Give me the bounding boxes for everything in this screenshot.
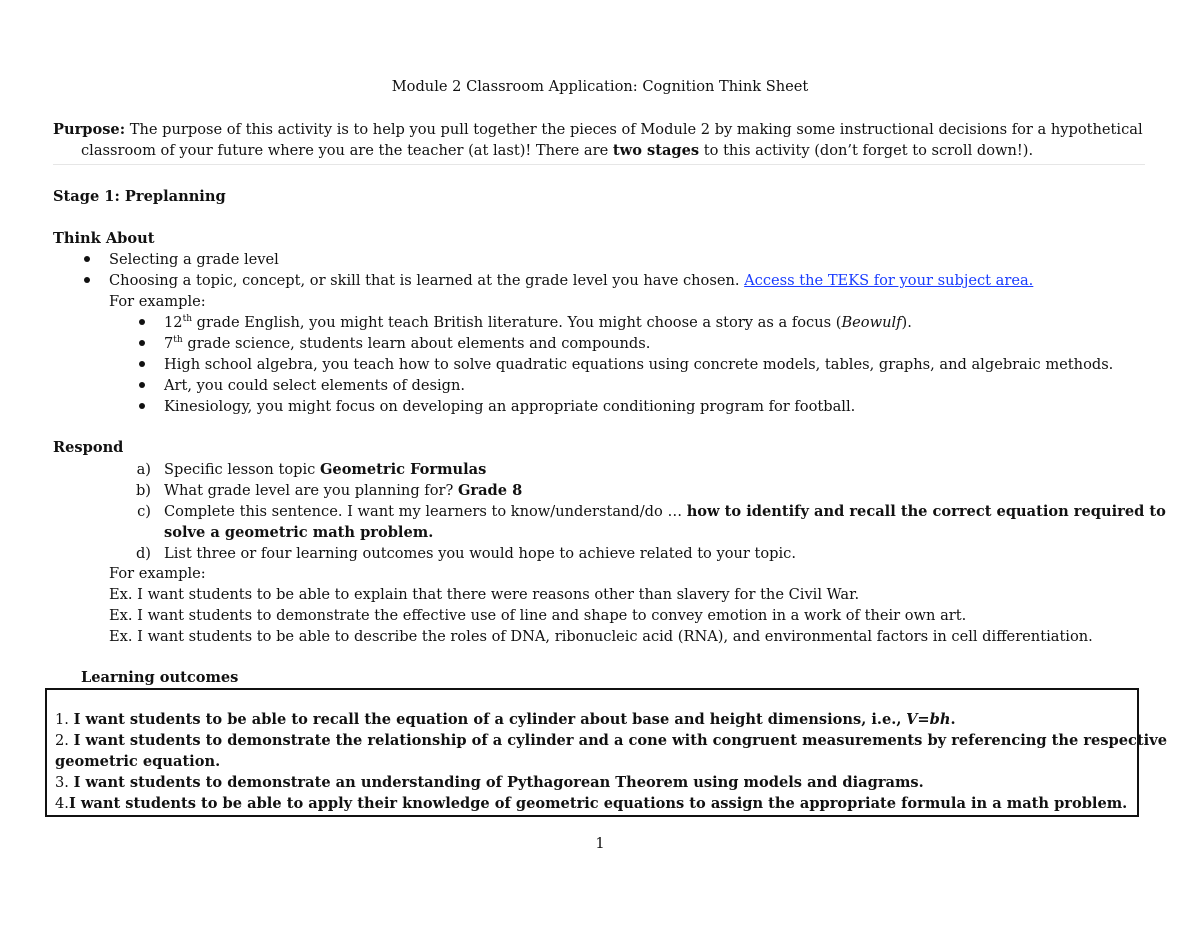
example-algebra: High school algebra, you teach how to solve quadratic equations using concrete models, tables, graphs, and algebraic methods. — [164, 356, 1114, 373]
outcome-2-cont: geometric equation. — [55, 753, 221, 770]
respond-item-a: Specific lesson topic Geometric Formulas — [164, 461, 487, 478]
respond-item-d: List three or four learning outcomes you would hope to achieve related to your topic. — [164, 545, 796, 562]
respond-for-example: For example: — [109, 565, 206, 582]
respond-label-d: d) — [135, 545, 151, 562]
answer-grade: Grade 8 — [457, 482, 523, 499]
bullet-icon — [139, 403, 145, 409]
page-title: Module 2 Classroom Application: Cognition Think Sheet — [391, 78, 809, 95]
learning-outcomes-heading: Learning outcomes — [81, 669, 239, 686]
purpose-two-stages: two stages — [612, 142, 700, 159]
section-divider — [53, 164, 1145, 165]
think-about-heading: Think About — [53, 230, 155, 247]
example-kinesiology: Kinesiology, you might focus on developing an appropriate conditioning program for football. — [164, 398, 856, 415]
bullet-icon — [139, 361, 145, 367]
purpose-text-1: The purpose of this activity is to help you pull together the pieces of Module 2 by making some instructional decisions for a hypothetical — [129, 121, 1143, 138]
example-art: Art, you could select elements of design. — [164, 377, 465, 394]
bullet-icon — [84, 277, 90, 283]
outcome-2: 2. I want students to demonstrate the relationship of a cylinder and a cone with congruent measurements by referencing the respective — [55, 732, 1167, 749]
purpose-text-2c: to this activity (don’t forget to scroll down!). — [703, 142, 1034, 159]
bullet-icon — [84, 256, 90, 262]
cylinder-formula: V=bh — [906, 711, 951, 728]
purpose-line-2 — [81, 141, 1033, 161]
respond-heading: Respond — [53, 439, 124, 456]
purpose-line-1 — [53, 120, 1143, 140]
think-bullet-1: Selecting a grade level — [109, 251, 279, 268]
stage-1-heading: Stage 1: Preplanning — [53, 188, 226, 205]
answer-sentence: how to identify and recall the correct equation required to — [686, 503, 1166, 520]
respond-example-2: Ex. I want students to demonstrate the effective use of line and shape to convey emotion in a work of their own art. — [109, 607, 967, 624]
outcome-3: 3. I want students to demonstrate an understanding of Pythagorean Theorem using models and diagrams. — [55, 774, 924, 791]
respond-label-a: a) — [136, 461, 151, 478]
answer-topic: Geometric Formulas — [319, 461, 487, 478]
bullet-icon — [139, 340, 145, 346]
example-science: 7th grade science, students learn about elements and compounds. — [164, 335, 651, 352]
think-for-example: For example: — [109, 293, 206, 310]
respond-item-c: Complete this sentence. I want my learners to know/understand/do … how to identify and recall the correct equation required to — [164, 503, 1166, 520]
respond-label-c: c) — [137, 503, 151, 520]
outcome-4: 4.I want students to be able to apply their knowledge of geometric equations to assign the appropriate formula in a math problem. — [55, 795, 1128, 812]
teks-link[interactable]: Access the TEKS for your subject area. — [744, 272, 1034, 289]
respond-example-1: Ex. I want students to be able to explain that there were reasons other than slavery for the Civil War. — [109, 586, 860, 603]
respond-item-b: What grade level are you planning for? Grade 8 — [164, 482, 523, 499]
purpose-label: Purpose: — [53, 121, 126, 138]
bullet-icon — [139, 382, 145, 388]
page-number: 1 — [595, 835, 605, 852]
outcome-1: 1. I want students to be able to recall the equation of a cylinder about base and height dimensions, i.e., V=bh. — [55, 711, 956, 728]
bullet-icon — [139, 319, 145, 325]
example-english: 12th grade English, you might teach British literature. You might choose a story as a focus (Beowulf). — [164, 314, 912, 331]
respond-example-3: Ex. I want students to be able to describe the roles of DNA, ribonucleic acid (RNA), and environmental factors in cell differentiation. — [109, 628, 1093, 645]
purpose-text-2a: classroom of your future where you are the teacher (at last)! There are — [81, 142, 609, 159]
respond-item-c-cont: solve a geometric math problem. — [164, 524, 434, 541]
think-bullet-2: Choosing a topic, concept, or skill that is learned at the grade level you have chosen. Access the TEKS for your subject area. — [109, 272, 1034, 289]
respond-label-b: b) — [135, 482, 151, 499]
